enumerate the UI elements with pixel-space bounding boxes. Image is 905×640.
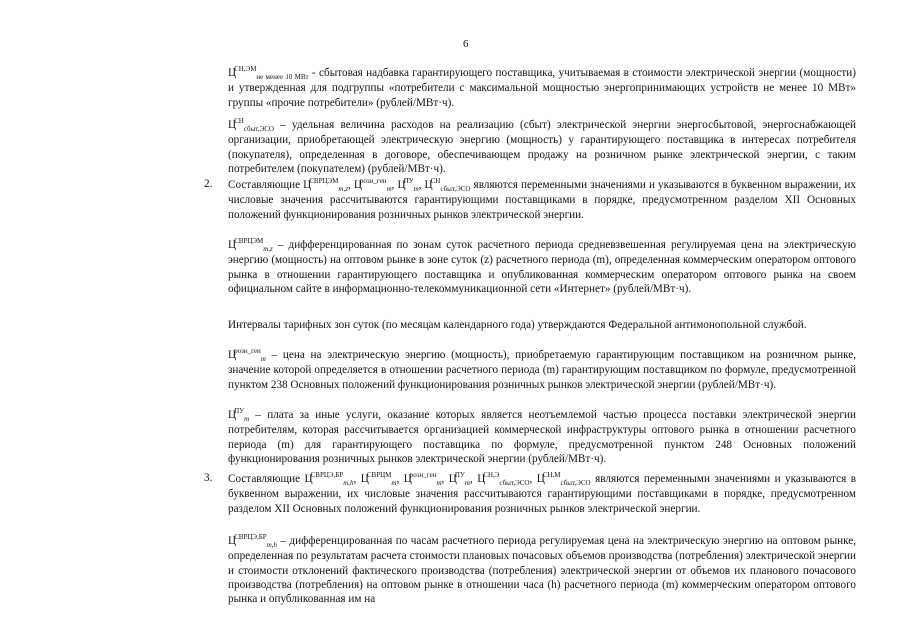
note-intervals: Интервалы тарифных зон суток (по месяцам календарного года) утверждаются Федеральной антимонопольной службой.	[228, 319, 807, 331]
symbol-tariff: $Ц^{СН}_{сбыт,ЭСО}$	[228, 117, 274, 133]
definition-d6	[228, 534, 856, 606]
definition-text: – удельная величина расходов на реализацию (сбыт) электрической энергии энергосбытовой, энергоснабжающей организации, приобретающей электрическую энергию (мощность) у гарантирующего поставщика в интересах потребителя (покупателя), определенная в договоре, обеспечивающем продажу на розничном рынке электрической энергии, с таким потребителем (покупателем) (рублей/МВт·ч).	[228, 119, 856, 175]
definition-text: – плата за иные услуги, оказание которых является неотъемлемой частью процесса поставки электрической энергии потребителям, которая рассчитывается организацией коммерческой инфраструктуры оптового рынка в отношении расчетного периода (m) для гарантирующего поставщика по формуле, предусмотренной пунктом 248 Основных положений функционирования розничных рынков электрической энергии (рублей/МВт·ч).	[228, 409, 856, 465]
symbol-tariff: $Ц^{СВРЦЭ,БР}_{m,h}$	[228, 533, 277, 549]
definition-d2	[228, 118, 856, 176]
symbol-tariff: $Ц^{ПУ}_m$	[228, 407, 250, 423]
item-text: являются переменными значениями и указываются в буквенном выражении, их числовые значения рассчитываются гарантирующими поставщиками в порядке, предусмотренном разделом XII Основных положений функционирования розничных рынков электрической энергии.	[228, 179, 856, 221]
item-text: являются переменными значениями и указываются в буквенном выражении, их числовые значения рассчитываются гарантирующими поставщиками в порядке, предусмотренном разделом XII Основных положений функционирования розничных рынков электрической энергии.	[228, 473, 856, 515]
definition-text: – цена на электрическую энергию (мощность), приобретаемую гарантирующим поставщиком на розничном рынке, значение которой определяется в отношении расчетного периода (m) гарантирующим поставщиком по формуле, предусмотренной пунктом 238 Основных положений функционирования розничных рынков электрической энергии (рублей/МВт·ч).	[228, 349, 856, 391]
item-3: Составляющие $Ц^{СВРЦЭ,БР}_{m,h}$, $Ц^{СВРЦМ}_m$, $Ц^{розн\_ген}_m$, $Ц^{ПУ}_m$, $Ц^{СН,Э}_{сбыт,ЭСО}$, $Ц^{СН,М}_{сбыт,ЭСО}$ являются переменными значениями и указываются в буквенном выражении, их числовые значения рассчитываются гарантирующими поставщиками в порядке, предусмотренном разделом XII Основных положений функционирования розничных рынков электрической энергии.	[228, 471, 856, 515]
symbol-list: $Ц^{СВРЦЭМ}_{m,z}$, $Ц^{розн\_ген}_m$, $Ц^{ПУ}_m$, $Ц^{СН}_{сбыт,ЭСО}$	[303, 177, 471, 193]
page-number: 6	[463, 38, 469, 50]
symbol-list: $Ц^{СВРЦЭ,БР}_{m,h}$, $Ц^{СВРЦМ}_m$, $Ц^{розн\_ген}_m$, $Ц^{ПУ}_m$, $Ц^{СН,Э}_{сбыт,ЭСО}$, $Ц^{СН,М}_{сбыт,ЭСО}$	[304, 471, 591, 487]
definition-text: - сбытовая надбавка гарантирующего поставщика, учитываемая в стоимости электрической энергии (мощности) и утвержденная для подгруппы «потребители с максимальной мощностью энергопринимающих устройств не менее 10 МВт» группы «прочие потребители» (рублей/МВт·ч).	[228, 67, 856, 109]
item-2: Составляющие $Ц^{СВРЦЭМ}_{m,z}$, $Ц^{розн\_ген}_m$, $Ц^{ПУ}_m$, $Ц^{СН}_{сбыт,ЭСО}$ являются переменными значениями и указываются в буквенном выражении, их числовые значения рассчитываются гарантирующими поставщиками в порядке, предусмотренном разделом XII Основных положений функционирования розничных рынков электрической энергии.	[228, 177, 856, 221]
symbol-tariff: $Ц^{розн\_ген}_m$	[228, 347, 266, 363]
symbol-tariff: $Ц^{СН,ЭМ}_{не менее 10 МВт}$	[228, 65, 309, 81]
definition-text: – дифференцированная по зонам суток расчетного периода средневзвешенная регулируемая цена на электрическую энергию (мощность) на оптовом рынке в зоне суток (z) расчетного периода (m), определенная коммерческим оператором оптового рынка в отношении гарантирующего поставщика и опубликованная коммерческим оператором оптового рынка на своем официальном сайте в информационно-телекоммуникационной сети «Интернет» (рублей/МВт·ч).	[228, 239, 856, 295]
definition-text: – дифференцированная по часам расчетного периода регулируемая цена на электрическую энергию на оптовом рынке, определенная по результатам расчета стоимости плановых почасовых объемов производства (потребления) электрической энергии и стоимости отклонений фактического производства (потребления) электрической энергии от объемов их планового почасового производства (потребления) на оптовом рынке в отношении часа (h) расчетного периода (m) коммерческим оператором оптового рынка и опубликованная им на	[228, 535, 856, 606]
definition-d4	[228, 348, 856, 392]
definition-d5	[228, 408, 856, 466]
symbol-tariff: $Ц^{СВРЦЭМ}_{m,z}$	[228, 237, 273, 253]
definition-d3	[228, 238, 856, 296]
definition-d1	[228, 66, 856, 110]
item-number-3: 3.	[204, 472, 213, 484]
item-number-2: 2.	[204, 178, 213, 190]
